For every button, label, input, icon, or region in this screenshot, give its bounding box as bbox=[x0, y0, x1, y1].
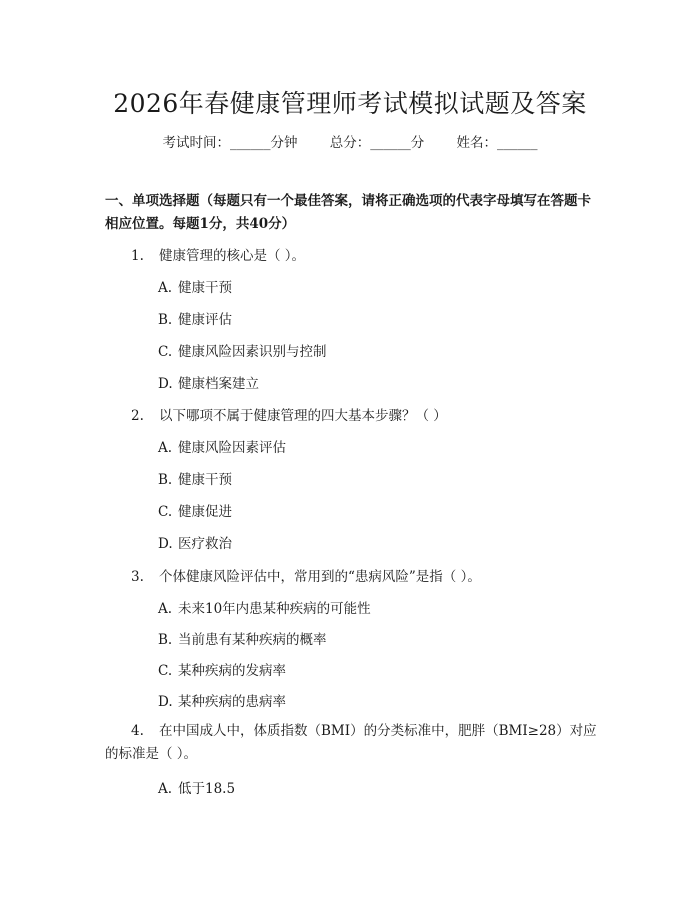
option-text: 某种疾病的发病率 bbox=[178, 663, 286, 679]
question-text: 以下哪项不属于健康管理的四大基本步骤？（ ） bbox=[159, 408, 447, 424]
option-letter: D. bbox=[158, 536, 173, 552]
question-text: 健康管理的核心是（ ）。 bbox=[159, 248, 306, 264]
q1-option-a bbox=[158, 276, 232, 296]
option-text: 某种疾病的患病率 bbox=[178, 694, 286, 710]
exam-time: 考试时间：______分钟 bbox=[162, 135, 298, 151]
option-text: 健康促进 bbox=[178, 504, 232, 520]
q4-option-a bbox=[158, 777, 235, 797]
question-1 bbox=[131, 244, 305, 264]
option-letter: A. bbox=[158, 280, 173, 296]
q3-option-d bbox=[158, 690, 286, 710]
question-3 bbox=[131, 565, 481, 585]
q2-option-a bbox=[158, 436, 286, 456]
option-letter: C. bbox=[158, 504, 173, 520]
option-text: 健康干预 bbox=[178, 280, 232, 296]
question-number: 1. bbox=[131, 248, 144, 264]
page-title: 2026年春健康管理师考试模拟试题及答案 bbox=[113, 89, 587, 118]
option-text: 低于18.5 bbox=[178, 781, 236, 797]
q1-option-b bbox=[158, 308, 232, 328]
option-letter: B. bbox=[158, 472, 173, 488]
question-text: 在中国成人中，体质指数（BMI）的分类标准中，肥胖（BMI≥28）对应的标准是（ ）。 bbox=[105, 723, 597, 762]
question-text: 个体健康风险评估中，常用到的“患病风险”是指（ ）。 bbox=[159, 569, 481, 585]
exam-meta bbox=[0, 131, 700, 151]
option-letter: B. bbox=[158, 312, 173, 328]
q2-option-d bbox=[158, 532, 232, 552]
q1-option-c bbox=[158, 340, 327, 360]
question-number: 3. bbox=[131, 569, 144, 585]
option-text: 医疗救治 bbox=[178, 536, 232, 552]
section-heading: 一、单项选择题（每题只有一个最佳答案，请将正确选项的代表字母填写在答题卡相应位置。每题1分，共40分） bbox=[105, 193, 591, 232]
option-letter: A. bbox=[158, 440, 173, 456]
question-4 bbox=[105, 720, 600, 766]
q2-option-c bbox=[158, 500, 232, 520]
option-text: 健康干预 bbox=[178, 472, 232, 488]
option-letter: C. bbox=[158, 344, 173, 360]
exam-score: 总分：______分 bbox=[329, 135, 425, 151]
option-text: 未来10年内患某种疾病的可能性 bbox=[178, 601, 371, 617]
option-text: 当前患有某种疾病的概率 bbox=[178, 632, 327, 648]
q3-option-c bbox=[158, 659, 286, 679]
option-text: 健康风险因素评估 bbox=[178, 440, 286, 456]
q3-option-a bbox=[158, 597, 371, 617]
question-number: 4. bbox=[131, 723, 144, 739]
option-text: 健康评估 bbox=[178, 312, 232, 328]
option-text: 健康风险因素识别与控制 bbox=[178, 344, 327, 360]
q3-option-b bbox=[158, 628, 327, 648]
option-letter: D. bbox=[158, 376, 173, 392]
question-number: 2. bbox=[131, 408, 144, 424]
option-letter: D. bbox=[158, 694, 173, 710]
option-letter: B. bbox=[158, 632, 173, 648]
option-letter: C. bbox=[158, 663, 173, 679]
q2-option-b bbox=[158, 468, 232, 488]
option-text: 健康档案建立 bbox=[178, 376, 259, 392]
exam-name: 姓名：______ bbox=[456, 135, 538, 151]
option-letter: A. bbox=[158, 781, 173, 797]
question-2 bbox=[131, 404, 447, 424]
option-letter: A. bbox=[158, 601, 173, 617]
q1-option-d bbox=[158, 372, 259, 392]
